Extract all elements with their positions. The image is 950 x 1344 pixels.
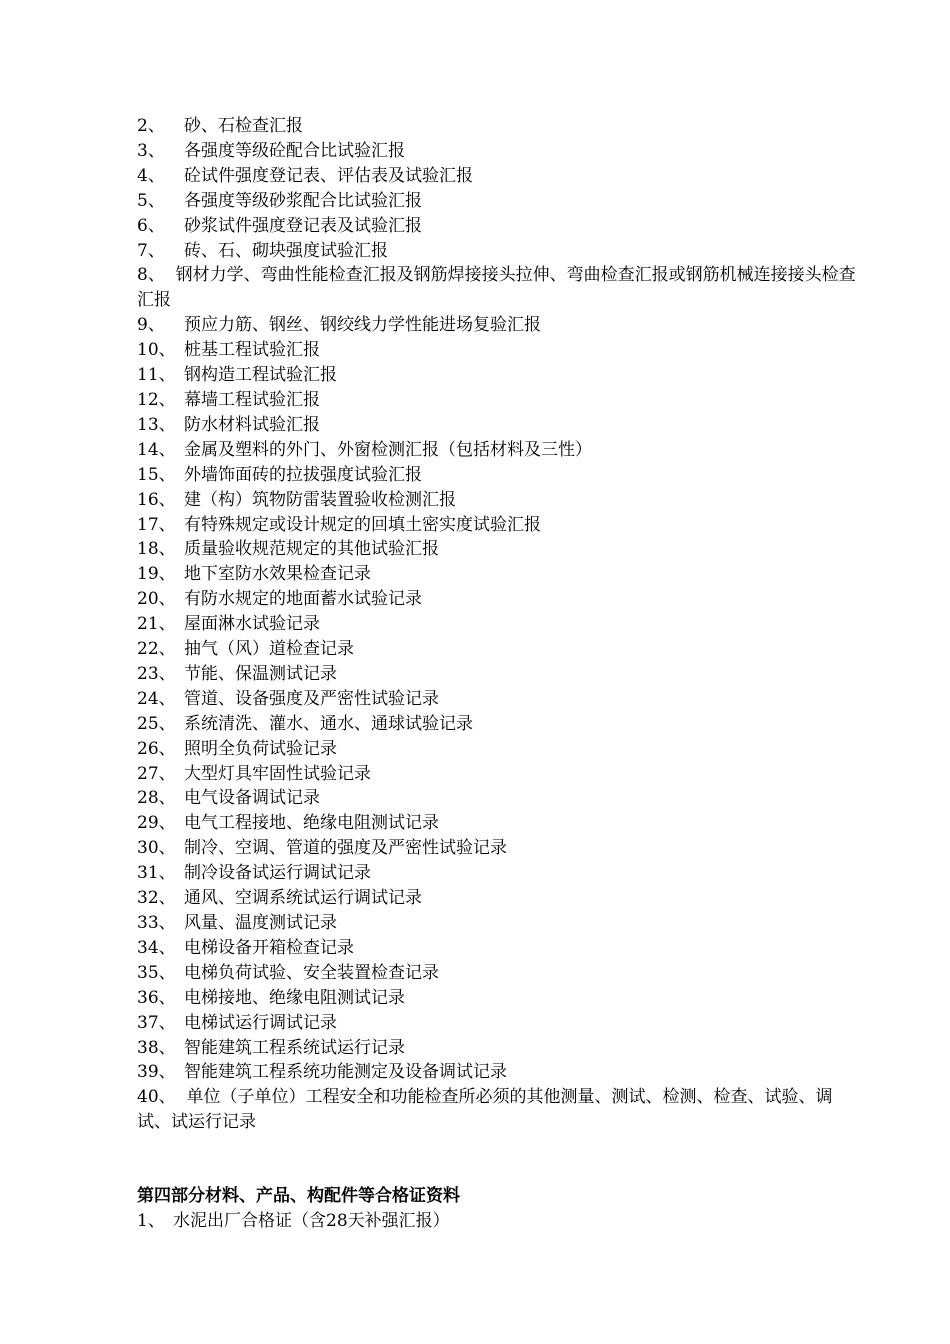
item-text: 电梯负荷试验、安全装置检查记录 [184, 962, 439, 983]
item-number: 8、 [137, 265, 165, 286]
list-item [137, 114, 857, 139]
item-number: 11、 [137, 365, 176, 386]
item-number: 19、 [137, 564, 176, 585]
item-number: 20、 [137, 589, 176, 610]
list-item [137, 562, 857, 587]
item-text: 有特殊规定或设计规定的回填土密实度试验汇报 [184, 514, 541, 535]
section-title: 第四部分材料、产品、构配件等合格证资料 [137, 1186, 460, 1207]
item-number: 1、 [137, 1211, 165, 1232]
item-text: 砼试件强度登记表、评估表及试验汇报 [184, 165, 473, 186]
item-number: 25、 [137, 713, 176, 734]
item-number: 13、 [137, 414, 176, 435]
list-item [137, 836, 857, 861]
item-text: 各强度等级砂浆配合比试验汇报 [184, 190, 422, 211]
list-item [137, 239, 857, 264]
item-number: 17、 [137, 514, 176, 535]
item-text: 通风、空调系统试运行调试记录 [184, 888, 422, 909]
item-text: 地下室防水效果检查记录 [184, 564, 371, 585]
item-number: 21、 [137, 614, 176, 635]
list-item [137, 737, 857, 762]
item-text: 风量、温度测试记录 [184, 913, 337, 933]
item-number: 16、 [137, 489, 176, 510]
item-number: 33、 [137, 913, 176, 933]
item-number: 12、 [137, 389, 176, 410]
item-text: 屋面淋水试验记录 [184, 614, 320, 635]
item-number: 34、 [137, 937, 176, 958]
list-item [137, 811, 857, 836]
list-item [137, 786, 857, 811]
list-item [137, 263, 857, 313]
item-number: 3、 [137, 140, 165, 161]
item-text: 钢材力学、弯曲性能检查汇报及钢筋焊接接头拉伸、弯曲检查汇报或钢筋机械连接接头检查汇报 [137, 265, 856, 311]
list-item [137, 1011, 857, 1036]
item-text: 电梯接地、绝缘电阻测试记录 [184, 987, 405, 1008]
item-text: 智能建筑工程系统试运行记录 [184, 1037, 405, 1058]
item-number: 40、 [137, 1087, 176, 1108]
item-number: 31、 [137, 863, 176, 884]
item-text: 水泥出厂合格证（含28天补强汇报） [173, 1211, 450, 1232]
list-item [137, 637, 857, 662]
item-text: 砖、石、砌块强度试验汇报 [184, 240, 388, 261]
item-text: 制冷、空调、管道的强度及严密性试验记录 [184, 838, 507, 859]
item-number: 24、 [137, 688, 176, 709]
list-item [137, 313, 857, 338]
list-item [137, 388, 857, 413]
item-text: 大型灯具牢固性试验记录 [184, 763, 371, 784]
item-number: 37、 [137, 1012, 176, 1033]
list-item [137, 612, 857, 637]
item-text: 桩基工程试验汇报 [184, 340, 320, 361]
item-text: 有防水规定的地面蓄水试验记录 [184, 589, 422, 610]
item-number: 14、 [137, 439, 176, 460]
list-item [137, 338, 857, 363]
list-item [137, 214, 857, 239]
item-text: 外墙饰面砖的拉拔强度试验汇报 [184, 464, 422, 485]
item-number: 10、 [137, 340, 176, 361]
item-text: 智能建筑工程系统功能测定及设备调试记录 [184, 1062, 507, 1083]
item-text: 照明全负荷试验记录 [184, 738, 337, 759]
list-a [137, 114, 857, 1135]
item-text: 电梯设备开箱检查记录 [184, 937, 354, 958]
item-number: 18、 [137, 539, 176, 560]
item-number: 5、 [137, 190, 165, 211]
item-text: 防水材料试验汇报 [184, 414, 320, 435]
document-page [137, 114, 857, 1234]
list-item [137, 687, 857, 712]
item-number: 39、 [137, 1062, 176, 1083]
item-text: 预应力筋、钢丝、钢绞线力学性能进场复验汇报 [184, 315, 541, 336]
item-number: 32、 [137, 888, 176, 909]
list-item [137, 1060, 857, 1085]
item-number: 4、 [137, 165, 165, 186]
item-text: 管道、设备强度及严密性试验记录 [184, 688, 439, 709]
item-number: 28、 [137, 788, 176, 809]
item-text: 钢构造工程试验汇报 [184, 365, 337, 386]
item-text: 节能、保温测试记录 [184, 663, 337, 684]
list-item [137, 463, 857, 488]
item-number: 23、 [137, 663, 176, 684]
list-item [137, 712, 857, 737]
list-item [137, 139, 857, 164]
item-number: 36、 [137, 987, 176, 1008]
item-number: 26、 [137, 738, 176, 759]
item-text: 建（构）筑物防雷装置验收检测汇报 [184, 489, 456, 510]
list-item [137, 961, 857, 986]
item-text: 砂浆试件强度登记表及试验汇报 [184, 215, 422, 236]
list-item [137, 488, 857, 513]
item-number: 2、 [137, 116, 165, 136]
item-number: 7、 [137, 240, 165, 261]
list-item [137, 537, 857, 562]
item-text: 质量验收规范规定的其他试验汇报 [184, 539, 439, 560]
item-text: 幕墙工程试验汇报 [184, 389, 320, 410]
item-number: 30、 [137, 838, 176, 859]
item-number: 38、 [137, 1037, 176, 1058]
item-text: 抽气（风）道检查记录 [184, 639, 354, 660]
list-item [137, 164, 857, 189]
item-text: 电气工程接地、绝缘电阻测试记录 [184, 813, 439, 834]
list-item [137, 936, 857, 961]
list-item [137, 413, 857, 438]
list-item [137, 911, 857, 936]
item-text: 砂、石检查汇报 [184, 116, 303, 136]
list-item [137, 438, 857, 463]
list-item [137, 662, 857, 687]
item-number: 22、 [137, 639, 176, 660]
list-item [137, 986, 857, 1011]
item-text: 各强度等级砼配合比试验汇报 [184, 140, 405, 161]
item-number: 35、 [137, 962, 176, 983]
list-item [137, 861, 857, 886]
list-item [137, 1209, 857, 1234]
list-item [137, 1085, 857, 1135]
list-item [137, 762, 857, 787]
item-text: 金属及塑料的外门、外窗检测汇报（包括材料及三性） [184, 439, 592, 460]
list-item [137, 513, 857, 538]
item-number: 27、 [137, 763, 176, 784]
item-text: 系统清洗、灌水、通水、通球试验记录 [184, 713, 473, 734]
list-item [137, 886, 857, 911]
list-item [137, 587, 857, 612]
item-number: 15、 [137, 464, 176, 485]
item-text: 电气设备调试记录 [184, 788, 320, 809]
list-item [137, 1036, 857, 1061]
item-number: 9、 [137, 315, 165, 336]
item-text: 制冷设备试运行调试记录 [184, 863, 371, 884]
item-number: 6、 [137, 215, 165, 236]
list-item [137, 189, 857, 214]
item-text: 电梯试运行调试记录 [184, 1012, 337, 1033]
item-number: 29、 [137, 813, 176, 834]
list-item [137, 363, 857, 388]
section-four [137, 1184, 857, 1234]
item-text: 单位（子单位）工程安全和功能检查所必须的其他测量、测试、检测、检查、试验、调试、试运行记录 [137, 1087, 833, 1133]
